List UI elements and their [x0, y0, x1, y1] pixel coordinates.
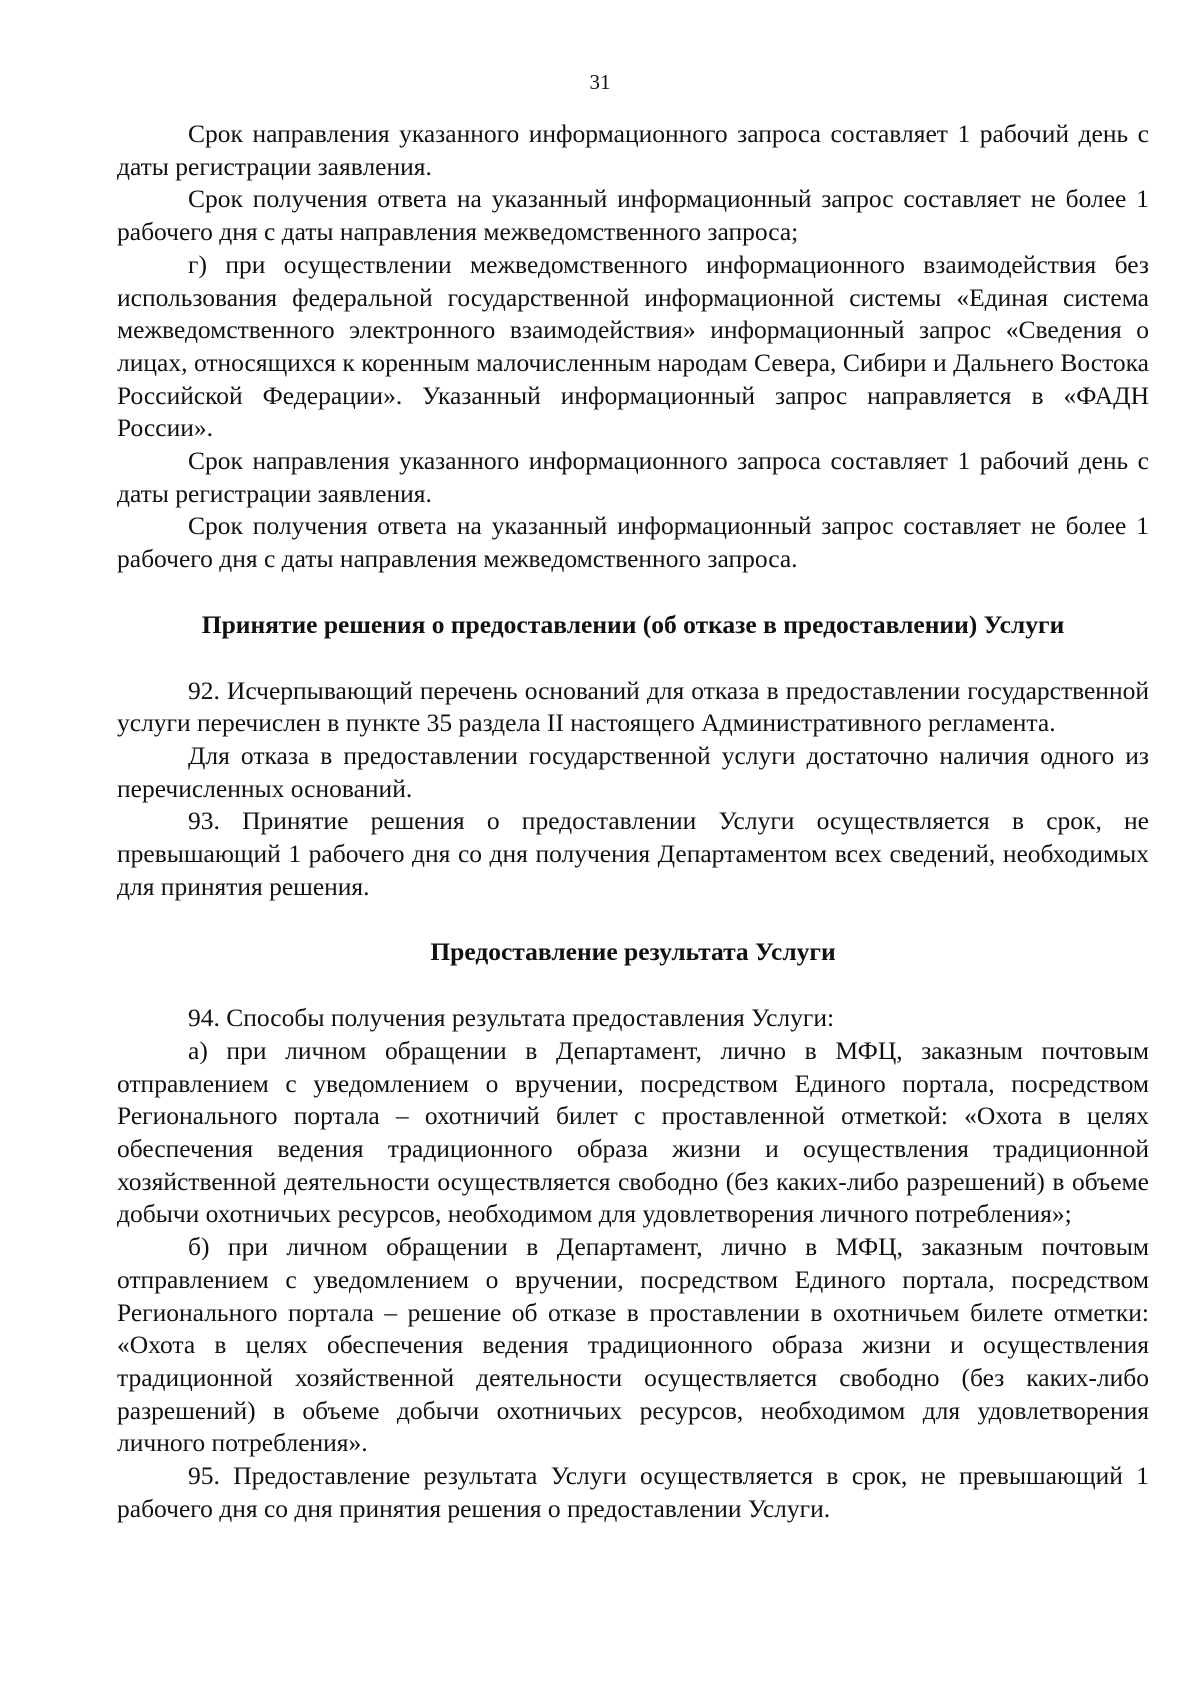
paragraph: Срок получения ответа на указанный информационный запрос составляет не более 1 рабочего дня с даты направления межведомственного запроса;: [117, 184, 1149, 247]
paragraph: Срок получения ответа на указанный информационный запрос составляет не более 1 рабочего дня с даты направления межведомственного запроса.: [117, 511, 1149, 574]
paragraph: г) при осуществлении межведомственного информационного взаимодействия без использования федеральной государственной информационной системы «Единая система межведомственного электронного взаимодействия» информационный запрос «Сведения о лицах, относящихся к коренным малочисленным народам Севера, Сибири и Дальнего Востока Российской Федерации». Указанный информационный запрос направляется в «ФАДН России».: [117, 249, 1149, 443]
section-heading: Предоставление результата Услуги: [430, 937, 836, 967]
paragraph: б) при личном обращении в Департамент, лично в МФЦ, заказным почтовым отправлением с уведомлением о вручении, посредством Единого портала, посредством Регионального портала – решение об отказе в проставлении в охотничьем билете отметки: «Охота в целях обеспечения ведения традиционного образа жизни и осуществления традиционной хозяйственной деятельности осуществляется свободно (без каких-либо разрешений) в объеме добычи охотничьих ресурсов, необходимом для удовлетворения личного потребления».: [117, 1232, 1149, 1458]
paragraph: Срок направления указанного информационного запроса составляет 1 рабочий день с даты регистрации заявления.: [117, 446, 1149, 508]
paragraph: 92. Исчерпывающий перечень оснований для отказа в предоставлении государственной услуги перечислен в пункте 35 раздела II настоящего Административного регламента.: [117, 675, 1149, 738]
section-heading: Принятие решения о предоставлении (об отказе в предоставлении) Услуги: [201, 609, 1065, 639]
paragraph: Для отказа в предоставлении государственной услуги достаточно наличия одного из перечисленных оснований.: [117, 740, 1149, 803]
paragraph: а) при личном обращении в Департамент, лично в МФЦ, заказным почтовым отправлением с уведомлением о вручении, посредством Единого портала, посредством Регионального портала – охотничий билет с проставленной отметкой: «Охота в целях обеспечения ведения традиционного образа жизни и осуществления традиционной хозяйственной деятельности осуществляется свободно (без каких-либо разрешений) в объеме добычи охотничьих ресурсов, необходимом для удовлетворения личного потребления»;: [117, 1035, 1149, 1229]
paragraph: 94. Способы получения результата предоставления Услуги:: [188, 1003, 835, 1033]
paragraph: 93. Принятие решения о предоставлении Услуги осуществляется в срок, не превышающий 1 рабочего дня со дня получения Департаментом всех сведений, необходимых для принятия решения.: [117, 806, 1149, 901]
page-number: 31: [589, 70, 611, 94]
document-body: [117, 118, 1149, 1525]
paragraph: 95. Предоставление результата Услуги осуществляется в срок, не превышающий 1 рабочего дня со дня принятия решения о предоставлении Услуги.: [117, 1461, 1149, 1523]
paragraph: Срок направления указанного информационного запроса составляет 1 рабочий день с даты регистрации заявления.: [117, 119, 1149, 181]
